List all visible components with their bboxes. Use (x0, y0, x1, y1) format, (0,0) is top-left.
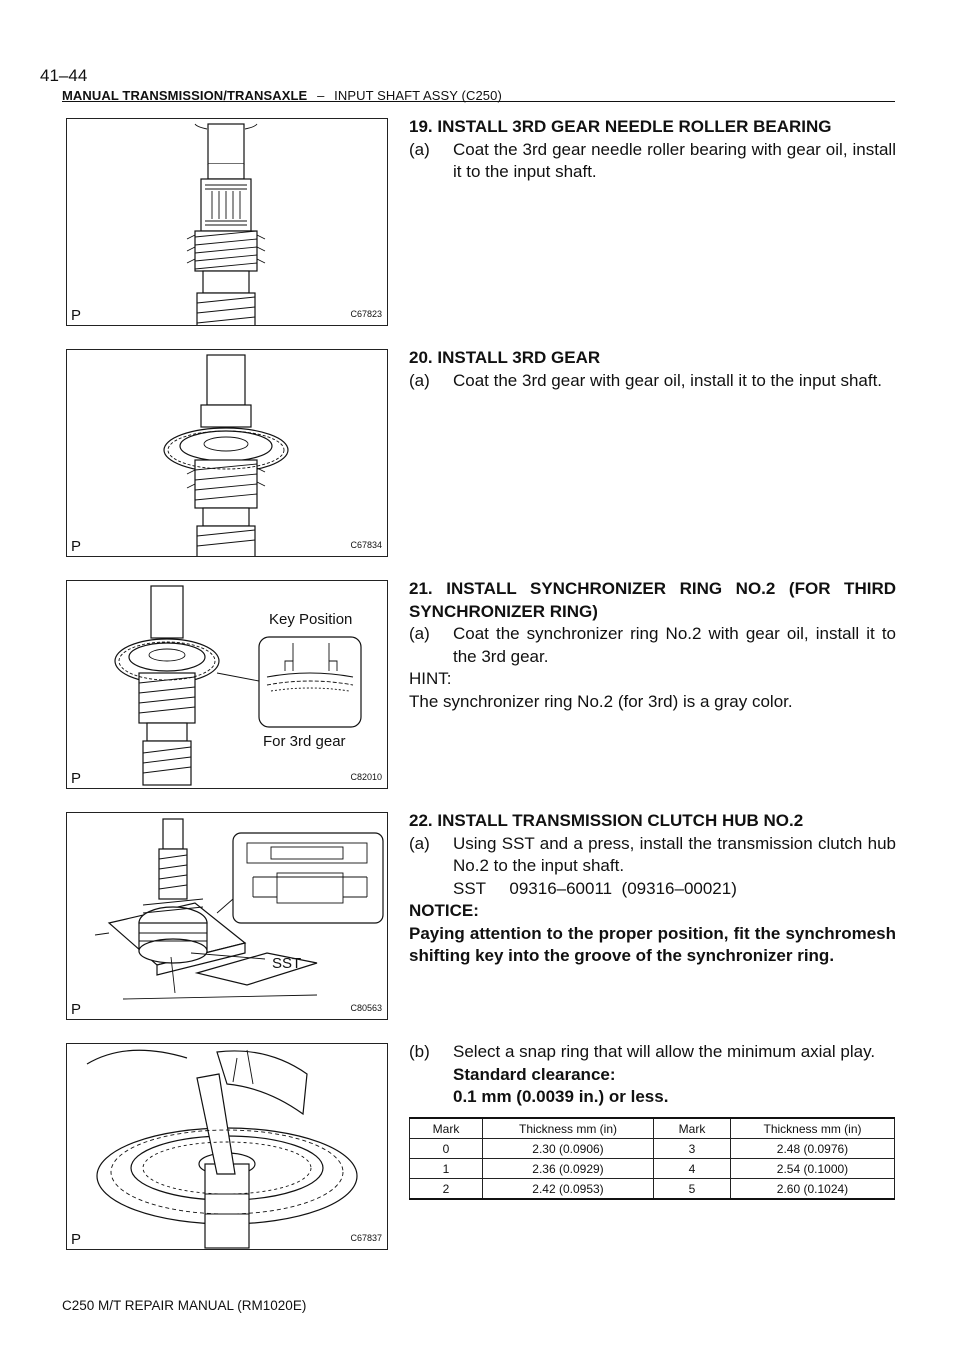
figure-clutch-hub (66, 812, 388, 1020)
figure-code: C80563 (350, 1003, 382, 1013)
step-20-a (409, 370, 896, 393)
hint-label: HINT: (409, 669, 452, 688)
figure-p-mark: P (71, 1001, 82, 1018)
table-cell: 0 (410, 1139, 483, 1159)
header-subsection: INPUT SHAFT ASSY (C250) (334, 88, 502, 103)
table-cell: 1 (410, 1159, 483, 1179)
step-20-a-key: (a) (409, 370, 430, 390)
footer-manual-title: C250 M/T REPAIR MANUAL (RM1020E) (62, 1298, 307, 1313)
step-19-title: 19. INSTALL 3RD GEAR NEEDLE ROLLER BEARING (409, 117, 832, 136)
step-22-a (409, 833, 896, 878)
third-gear-illustration (67, 350, 388, 557)
step-20 (409, 347, 896, 392)
step-21-title-row (409, 578, 896, 623)
figure-p-mark: P (71, 1231, 82, 1248)
figure-code: C67834 (350, 540, 382, 550)
table-cell: 2.30 (0.0906) (483, 1139, 654, 1159)
figure-synchronizer-ring (66, 580, 388, 789)
table-cell: 2.42 (0.0953) (483, 1179, 654, 1200)
step-19 (409, 116, 896, 184)
table-cell: 2.54 (0.1000) (731, 1159, 895, 1179)
table-header: Thickness mm (in) (483, 1118, 654, 1139)
standard-clearance-label: Standard clearance: (453, 1064, 616, 1084)
table-cell: 2.48 (0.0976) (731, 1139, 895, 1159)
page-number: 41–44 (40, 66, 88, 85)
hint-text: The synchronizer ring No.2 (for 3rd) is a gray color. (409, 691, 793, 711)
table-cell: 5 (654, 1179, 731, 1200)
key-position-label: Key Position (269, 611, 353, 628)
step-20-title: 20. INSTALL 3RD GEAR (409, 348, 601, 367)
step-21-a-text: Coat the synchronizer ring No.2 with gear oil, install it to the 3rd gear. (453, 624, 896, 666)
table-cell: 2 (410, 1179, 483, 1200)
step-20-a-text: Coat the 3rd gear with gear oil, install it to the input shaft. (453, 370, 883, 390)
step-21-a-key: (a) (409, 624, 430, 643)
table-cell: 3 (654, 1139, 731, 1159)
table-header-row (410, 1118, 895, 1139)
snap-ring-illustration (67, 1044, 388, 1250)
step-19-a (409, 139, 896, 184)
table-cell: 2.60 (0.1024) (731, 1179, 895, 1200)
step-22-title: 22. INSTALL TRANSMISSION CLUTCH HUB NO.2 (409, 811, 804, 830)
header-section: MANUAL TRANSMISSION/TRANSAXLE (62, 88, 308, 103)
step-22-a-text: Using SST and a press, install the transmission clutch hub No.2 to the input shaft. (453, 833, 896, 875)
notice-label: NOTICE: (409, 901, 479, 920)
header-separator: – (317, 88, 325, 103)
step-19-a-key: (a) (409, 139, 430, 159)
step-22-b-row (409, 1041, 896, 1064)
table-cell: 4 (654, 1159, 731, 1179)
table-row (410, 1159, 895, 1179)
figure-p-mark: P (71, 770, 82, 787)
table-row (410, 1179, 895, 1200)
figure-snap-ring (66, 1043, 388, 1250)
notice-text: Paying attention to the proper position, fit the synchromesh shifting key into the groove of the synchronizer ring. (409, 923, 896, 965)
table-row (410, 1139, 895, 1159)
step-22-b (409, 1041, 896, 1109)
step-21-a (409, 623, 896, 668)
sst-number: SST 09316–60011 (09316–00021) (453, 878, 737, 898)
table-header: Mark (654, 1118, 731, 1139)
step-22-a-key: (a) (409, 833, 430, 853)
table-header: Thickness mm (in) (731, 1118, 895, 1139)
figure-p-mark: P (71, 538, 82, 555)
header-rule (62, 101, 895, 102)
figure-needle-bearing (66, 118, 388, 326)
step-22-b-text: Select a snap ring that will allow the minimum axial play. (453, 1042, 876, 1061)
for-3rd-gear-label: For 3rd gear (263, 733, 346, 750)
standard-clearance-value: 0.1 mm (0.0039 in.) or less. (453, 1087, 669, 1106)
figure-code: C82010 (350, 772, 382, 782)
sst-label: SST (272, 955, 302, 972)
figure-3rd-gear (66, 349, 388, 557)
figure-code: C67823 (350, 309, 382, 319)
figure-p-mark: P (71, 307, 82, 324)
needle-bearing-illustration (67, 119, 388, 326)
snap-ring-table (409, 1117, 895, 1200)
step-22 (409, 810, 896, 968)
step-19-a-text: Coat the 3rd gear needle roller bearing with gear oil, install it to the input shaft. (453, 139, 896, 181)
step-21-title: 21. INSTALL SYNCHRONIZER RING NO.2 (FOR THIRD SYNCHRONIZER RING) (409, 579, 896, 621)
table-cell: 2.36 (0.0929) (483, 1159, 654, 1179)
step-21 (409, 578, 896, 713)
step-22-b-key: (b) (409, 1042, 430, 1061)
figure-code: C67837 (350, 1233, 382, 1243)
table-header: Mark (410, 1118, 483, 1139)
clutch-hub-illustration (67, 813, 388, 1020)
